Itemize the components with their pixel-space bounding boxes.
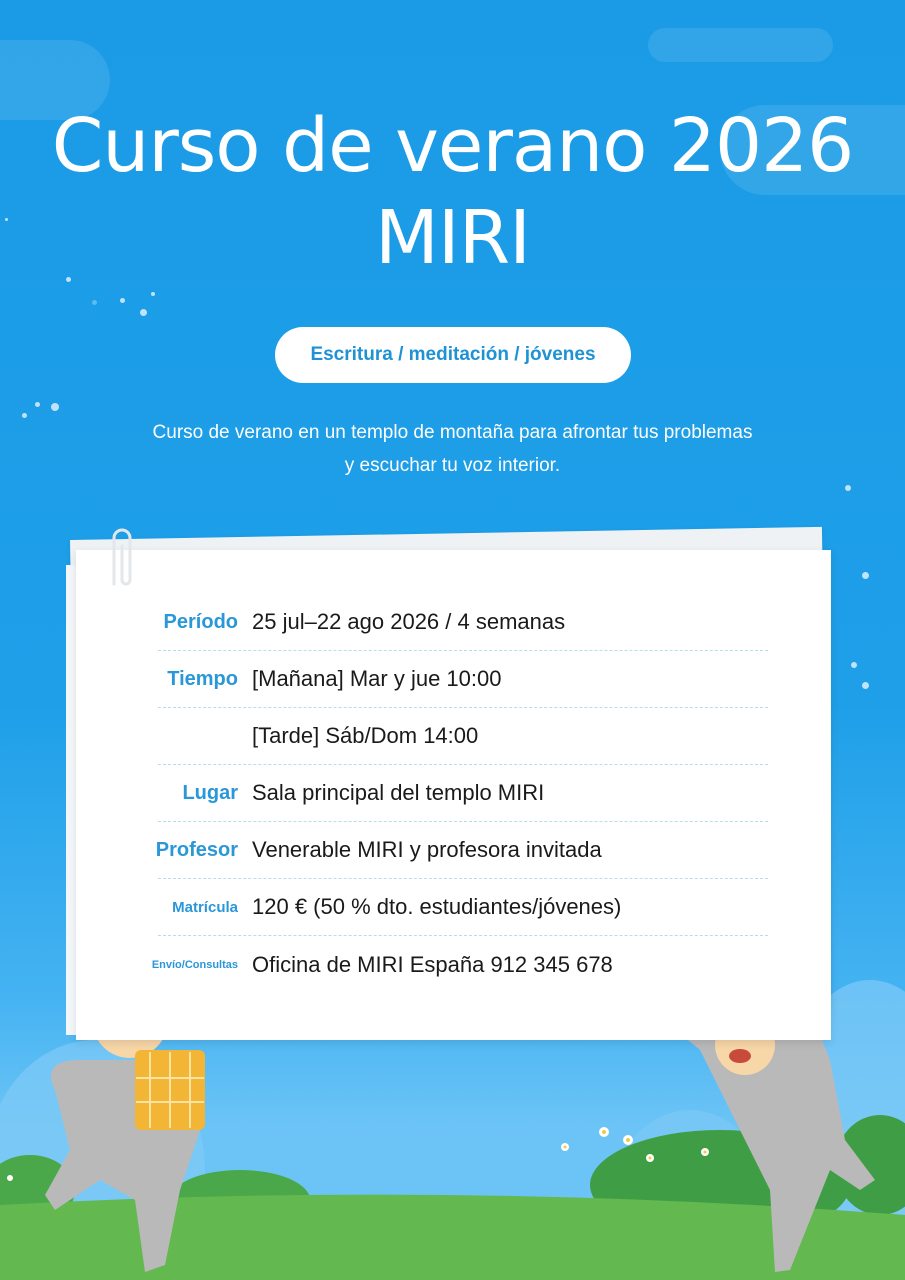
subtitle-line-2: y escuchar tu voz interior. [344,455,561,476]
info-row-location [158,765,768,822]
location-value: Sala principal del templo MIRI [252,780,545,805]
period-label: Período [163,610,238,633]
contact-label: Envío/Consultas [151,958,238,971]
time-afternoon-value: [Tarde] Sáb/Dom 14:00 [252,723,479,748]
sparkle-dot [22,413,27,418]
subtitle [60,416,845,482]
sparkle-dot [140,309,147,316]
teacher-value: Venerable MIRI y profesora invitada [252,837,602,862]
info-row-teacher [155,822,768,879]
sparkle-dot [51,403,59,411]
title-line-2: MIRI [375,195,530,281]
sparkle-dot [120,298,125,303]
sparkle-dot [92,300,97,305]
fee-value: 120 € (50 % dto. estudiantes/jóvenes) [252,894,622,919]
location-label: Lugar [182,781,238,804]
page-title [0,100,905,284]
sparkle-dot [845,485,851,491]
info-card [76,550,831,1040]
info-rows [151,594,768,993]
category-pill: Escritura / meditación / jóvenes [275,327,631,383]
sparkle-dot [151,292,155,296]
info-row-contact [151,936,768,993]
period-value: 25 jul–22 ago 2026 / 4 semanas [252,609,566,634]
info-row-time-afternoon [158,708,768,765]
teacher-label: Profesor [155,838,238,861]
title-line-1: Curso de verano 2026 [51,103,854,189]
cloud-decoration [648,28,833,62]
info-row-period [158,594,768,651]
time-label: Tiempo [167,667,238,690]
sparkle-dot [862,682,869,689]
paperclip-icon [106,524,138,598]
sparkle-dot [851,662,857,668]
fee-label: Matrícula [172,898,238,916]
contact-value: Oficina de MIRI España 912 345 678 [252,951,613,977]
info-row-fee [158,879,768,936]
time-morning-value: [Mañana] Mar y jue 10:00 [252,666,502,691]
sparkle-dot [35,402,40,407]
subtitle-line-1: Curso de verano en un templo de montaña para afrontar tus problemas [152,422,753,443]
info-row-time-morning [158,651,768,708]
sparkle-dot [862,572,869,579]
